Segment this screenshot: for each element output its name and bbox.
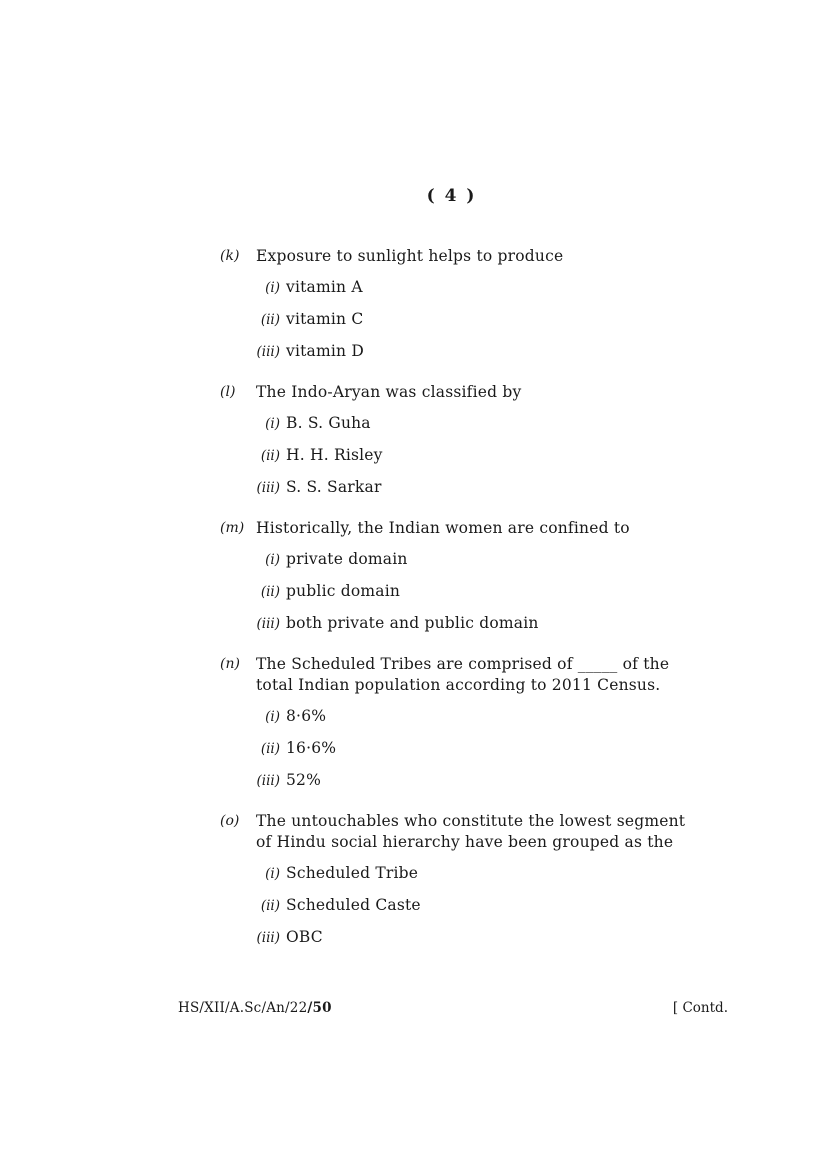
question-text: The untouchables who constitute the lowest segment of Hindu social hierarchy have been grouped as the — [256, 812, 686, 851]
option-label: (iii) — [256, 480, 280, 496]
option — [220, 895, 700, 917]
option-label: (ii) — [260, 898, 280, 914]
option — [220, 445, 700, 467]
option-text: 8·6% — [286, 707, 327, 725]
option-text: private domain — [286, 550, 408, 568]
option — [220, 549, 700, 571]
question-text: The Scheduled Tribes are comprised of _____ of the total Indian population according to 2011 Census. — [256, 655, 670, 694]
question-label: (n) — [220, 656, 240, 672]
option — [220, 277, 700, 299]
option-text: vitamin D — [286, 342, 364, 360]
question-label: (l) — [220, 384, 236, 400]
question-list — [220, 246, 700, 968]
option — [220, 863, 700, 885]
option-text: 16·6% — [286, 739, 337, 757]
option — [220, 613, 700, 635]
question-stem — [220, 518, 700, 539]
footer-code-bold: /50 — [307, 1000, 332, 1016]
option-label: (i) — [265, 552, 280, 568]
question-stem — [220, 811, 700, 853]
option-label: (ii) — [260, 448, 280, 464]
question-text: Historically, the Indian women are confined to — [256, 519, 630, 537]
option-label: (i) — [265, 280, 280, 296]
option-text: Scheduled Caste — [286, 896, 421, 914]
option-label: (i) — [265, 866, 280, 882]
question-text: The Indo-Aryan was classified by — [256, 383, 522, 401]
footer-code — [178, 1000, 332, 1016]
option — [220, 581, 700, 603]
question-stem — [220, 382, 700, 403]
footer-contd: [ Contd. — [672, 1000, 728, 1016]
question-stem — [220, 654, 700, 696]
option-label: (iii) — [256, 930, 280, 946]
option-label: (iii) — [256, 616, 280, 632]
option-text: vitamin A — [286, 278, 363, 296]
option-text: H. H. Risley — [286, 446, 383, 464]
option-label: (ii) — [260, 741, 280, 757]
question-k — [220, 246, 700, 363]
option-text: vitamin C — [286, 310, 364, 328]
page-number: ( 4 ) — [426, 186, 477, 206]
question-n — [220, 654, 700, 792]
option — [220, 706, 700, 728]
option — [220, 927, 700, 949]
question-m — [220, 518, 700, 635]
question-label: (o) — [220, 813, 240, 829]
option-label: (ii) — [260, 584, 280, 600]
option — [220, 413, 700, 435]
question-o — [220, 811, 700, 949]
option-label: (i) — [265, 416, 280, 432]
question-label: (m) — [220, 520, 245, 536]
option-label: (i) — [265, 709, 280, 725]
option — [220, 770, 700, 792]
option — [220, 309, 700, 331]
option-text: both private and public domain — [286, 614, 539, 632]
option-text: S. S. Sarkar — [286, 478, 382, 496]
question-text: Exposure to sunlight helps to produce — [256, 247, 564, 265]
question-l — [220, 382, 700, 499]
option — [220, 738, 700, 760]
question-stem — [220, 246, 700, 267]
option-label: (iii) — [256, 344, 280, 360]
footer-code-text: HS/XII/A.Sc/An/22 — [178, 1000, 308, 1016]
option-text: Scheduled Tribe — [286, 864, 419, 882]
option — [220, 477, 700, 499]
option-text: B. S. Guha — [286, 414, 371, 432]
option-label: (ii) — [260, 312, 280, 328]
question-label: (k) — [220, 248, 240, 264]
option-label: (iii) — [256, 773, 280, 789]
option-text: OBC — [286, 928, 323, 946]
option-text: 52% — [286, 771, 322, 789]
option — [220, 341, 700, 363]
option-text: public domain — [286, 582, 401, 600]
